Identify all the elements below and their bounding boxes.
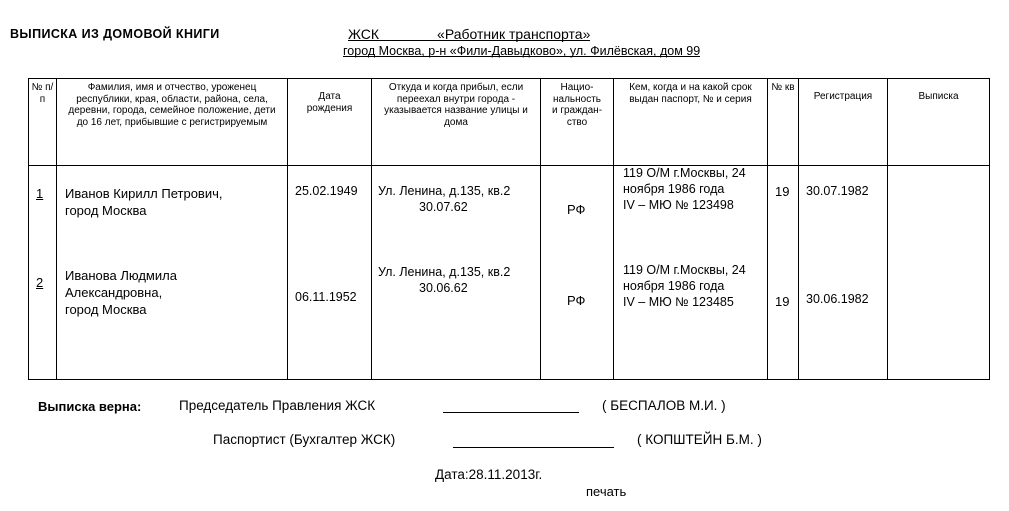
house-register-table [28, 78, 990, 380]
resident-2-nationality: РФ [567, 293, 586, 308]
table-header-row [29, 79, 990, 166]
passport-officer-label: Паспортист (Бухгалтер ЖСК) [213, 432, 396, 447]
address-underline [343, 56, 700, 57]
row-number-1[interactable]: 1 [36, 186, 44, 201]
hoa-title: «Работник транспорта» [437, 26, 591, 42]
document-title: ВЫПИСКА ИЗ ДОМОВОЙ КНИГИ [10, 27, 220, 41]
cell-origin [372, 166, 541, 380]
resident-1-passport-line3: IV – МЮ № 123498 [623, 198, 734, 212]
col-header-origin: Откуда и когда прибыл, если переехал внутри города - указывается название улицы и дома [372, 79, 541, 166]
col-header-number: № п/п [29, 79, 57, 166]
resident-2-name-line2: Александровна, [65, 285, 163, 300]
table-body-row [29, 166, 990, 380]
building-address [343, 44, 700, 58]
cell-name [57, 166, 288, 380]
hoa-underline [348, 40, 590, 41]
verified-label: Выписка верна: [38, 399, 142, 414]
row-number-2[interactable]: 2 [36, 275, 44, 290]
resident-2-name-line3: город Москва [65, 302, 147, 317]
resident-2-passport-line1: 119 О/М г.Москвы, 24 [623, 263, 746, 277]
passport-officer-name: ( КОПШТЕЙН Б.М. ) [637, 432, 762, 447]
resident-1-birth: 25.02.1949 [295, 184, 358, 198]
col-header-birth: Дата рождения [288, 79, 372, 166]
resident-1-name-line2: город Москва [65, 203, 147, 218]
hoa-name [348, 26, 590, 42]
cell-passport [614, 166, 768, 380]
col-header-registration: Регистрация [799, 79, 888, 166]
cell-birth [288, 166, 372, 380]
resident-2-birth: 06.11.1952 [295, 290, 357, 304]
cell-apartment [768, 166, 799, 380]
resident-1-origin-line2: 30.07.62 [419, 200, 468, 214]
address-text: город Москва, р-н «Фили-Давыдково», ул. Филёвская, дом 99 [343, 44, 701, 58]
resident-2-origin-line1: Ул. Ленина, д.135, кв.2 [378, 265, 511, 279]
col-header-apartment: № кв [768, 79, 799, 166]
resident-1-origin-line1: Ул. Ленина, д.135, кв.2 [378, 184, 511, 198]
resident-2-registration: 30.06.1982 [806, 292, 869, 306]
passport-officer-signature-line [453, 447, 614, 448]
issue-date: Дата:28.11.2013г. [435, 467, 543, 482]
cell-discharge [888, 166, 990, 380]
col-header-name: Фамилия, имя и отчество, уроженец республики, края, области, района, села, деревни, города, семейное положение, дети до 16 лет, прибывшие с регистрируемым [57, 79, 288, 166]
resident-1-apartment: 19 [775, 184, 790, 199]
hoa-label: ЖСК [348, 26, 380, 42]
resident-2-name-line1: Иванова Людмила [65, 268, 177, 283]
col-header-nationality: Нацио-нальность и граждан-ство [541, 79, 614, 166]
col-header-discharge: Выписка [888, 79, 990, 166]
resident-2-passport-line3: IV – МЮ № 123485 [623, 295, 734, 309]
stamp-placeholder: печать [586, 484, 627, 499]
resident-2-origin-line2: 30.06.62 [419, 281, 468, 295]
resident-1-registration: 30.07.1982 [806, 184, 869, 198]
col-header-passport: Кем, когда и на какой срок выдан паспорт, № и серия [614, 79, 768, 166]
resident-2-apartment: 19 [775, 294, 790, 309]
chairman-signature-line [443, 412, 579, 413]
cell-registration [799, 166, 888, 380]
chairman-label: Председатель Правления ЖСК [179, 398, 376, 413]
chairman-name: ( БЕСПАЛОВ М.И. ) [602, 398, 726, 413]
resident-2-passport-line2: ноября 1986 года [623, 279, 725, 293]
resident-1-name-line1: Иванов Кирилл Петрович, [65, 186, 223, 201]
cell-nationality [541, 166, 614, 380]
resident-1-passport-line2: ноября 1986 года [623, 182, 725, 196]
resident-1-nationality: РФ [567, 202, 586, 217]
resident-1-passport-line1: 119 О/М г.Москвы, 24 [623, 166, 746, 180]
cell-number [29, 166, 57, 380]
